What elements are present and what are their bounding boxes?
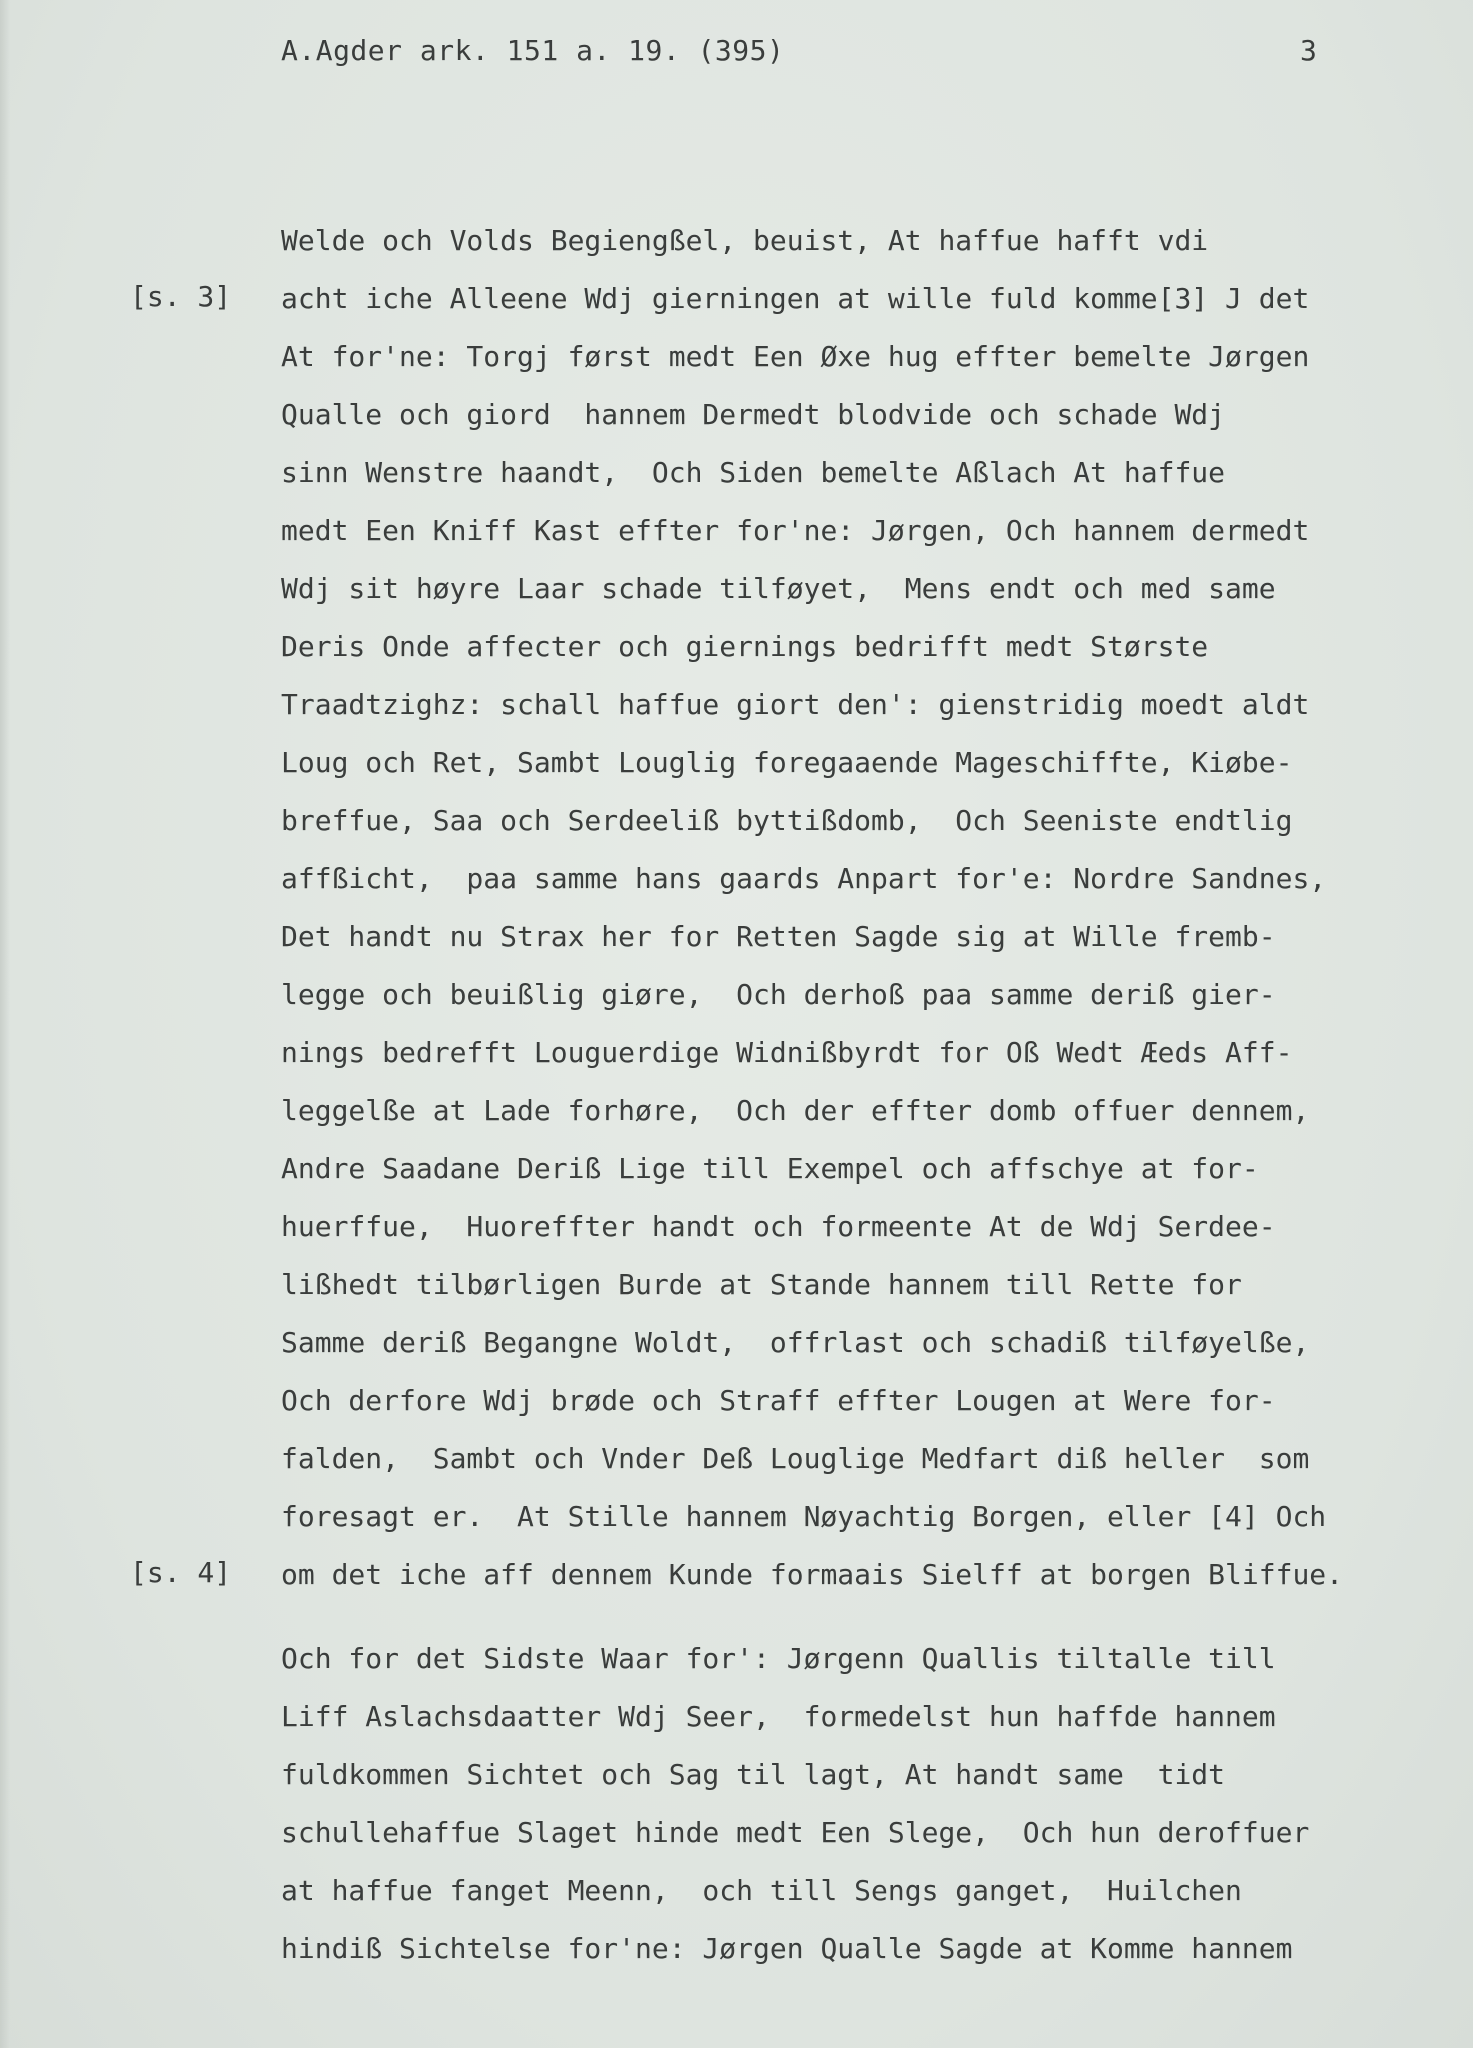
text-line: legge och beuißlig giøre, Och derhoß paa samme deriß gier-	[281, 978, 1276, 1011]
text-line: Loug och Ret, Sambt Louglig foregaaende Mageschiffte, Kiøbe-	[281, 746, 1293, 779]
text-line: breffue, Saa och Serdeeliß byttißdomb, Och Seeniste endtlig	[281, 804, 1293, 837]
paragraph-2	[281, 1630, 1431, 1978]
text-line: medt Een Kniff Kast effter for'ne: Jørgen, Och hannem dermedt	[281, 514, 1310, 547]
text-line: huerffue, Huoreffter handt och formeente At de Wdj Serdee-	[281, 1210, 1276, 1243]
page-edge-shadow	[0, 0, 10, 2048]
text-line: Deris Onde affecter och giernings bedrifft medt Største	[281, 630, 1209, 663]
text-line: Welde och Volds Begiengßel, beuist, At haffue hafft vdi	[281, 224, 1209, 257]
text-line: Traadtzighz: schall haffue giort den': gienstridig moedt aldt	[281, 688, 1310, 721]
text-line: at haffue fanget Meenn, och till Sengs ganget, Huilchen	[281, 1874, 1242, 1907]
text-line: At for'ne: Torgj først medt Een Øxe hug effter bemelte Jørgen	[281, 340, 1310, 373]
text-line: foresagt er. At Stille hannem Nøyachtig Borgen, eller [4] Och	[281, 1500, 1327, 1533]
text-line: nings bedrefft Louguerdige Widnißbyrdt for Oß Wedt Æeds Aff-	[281, 1036, 1293, 1069]
text-line: Och for det Sidste Waar for': Jørgenn Quallis tiltalle till	[281, 1642, 1276, 1675]
text-line: Qualle och giord hannem Dermedt blodvide och schade Wdj	[281, 398, 1226, 431]
archive-reference: A.Agder ark. 151 a. 19. (395)	[281, 34, 785, 67]
text-line: Samme deriß Begangne Woldt, offrlast och schadiß tilføyelße,	[281, 1326, 1310, 1359]
text-line: fuldkommen Sichtet och Sag til lagt, At handt same tidt	[281, 1758, 1226, 1791]
text-line: schullehaffue Slaget hinde medt Een Slege, Och hun deroffuer	[281, 1816, 1310, 1849]
text-line: acht iche Alleene Wdj gierningen at wille fuld komme[3] J det	[281, 282, 1310, 315]
text-line: leggelße at Lade forhøre, Och der effter domb offuer dennem,	[281, 1094, 1310, 1127]
text-line: Liff Aslachsdaatter Wdj Seer, formedelst hun haffde hannem	[281, 1700, 1276, 1733]
text-line: sinn Wenstre haandt, Och Siden bemelte Aßlach At haffue	[281, 456, 1226, 489]
text-line: Det handt nu Strax her for Retten Sagde sig at Wille fremb-	[281, 920, 1276, 953]
page-number: 3	[1300, 34, 1317, 67]
text-line: lißhedt tilbørligen Burde at Stande hannem till Rette for	[281, 1268, 1242, 1301]
text-line: hindiß Sichtelse for'ne: Jørgen Qualle Sagde at Komme hannem	[281, 1932, 1293, 1965]
paragraph-1	[281, 212, 1431, 1604]
text-line: affßicht, paa samme hans gaards Anpart for'e: Nordre Sandnes,	[281, 862, 1327, 895]
margin-note-s4: [s. 4]	[130, 1556, 232, 1589]
text-line: Wdj sit høyre Laar schade tilføyet, Mens endt och med same	[281, 572, 1276, 605]
margin-note-s3: [s. 3]	[130, 280, 232, 313]
text-line: om det iche aff dennem Kunde formaais Sielff at borgen Bliffue.	[281, 1558, 1344, 1591]
text-line: Andre Saadane Deriß Lige till Exempel och affschye at for-	[281, 1152, 1259, 1185]
text-line: Och derfore Wdj brøde och Straff effter Lougen at Were for-	[281, 1384, 1276, 1417]
text-line: falden, Sambt och Vnder Deß Louglige Medfart diß heller som	[281, 1442, 1310, 1475]
